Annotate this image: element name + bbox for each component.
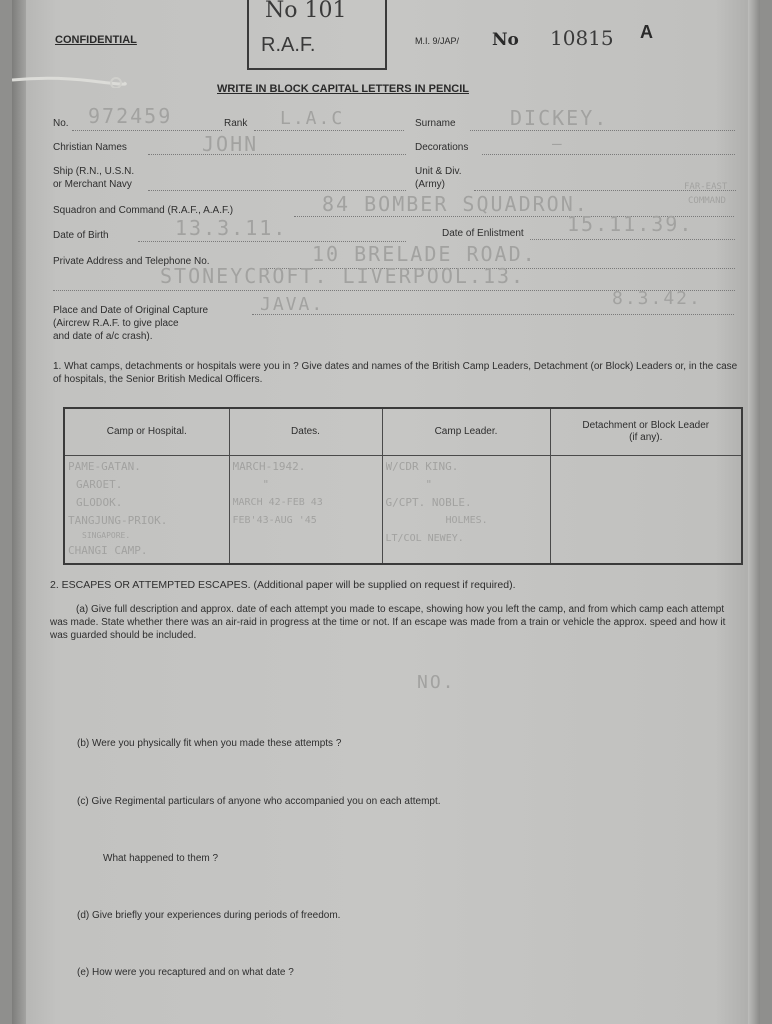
no-field-label: No. [53,118,69,129]
binder-spine [12,0,26,1024]
tie-string [12,74,132,88]
capture-date: 8.3.42. [612,288,702,309]
no-field-value: 972459 [88,104,173,128]
leader-entry: G/CPT. NOBLE. [385,496,472,509]
camp-entry: SINGAPORE. [82,531,131,540]
squadron-note-2: COMMAND [688,196,726,206]
camp-entry: PAME-GATAN. [68,460,141,473]
squadron-note-1: FAR-EAST [684,182,728,192]
ship-label-2: or Merchant Navy [53,179,132,190]
capture-label-3: and date of a/c crash). [53,331,153,342]
date-entry: MARCH 42-FEB 43 [232,497,323,508]
serial-suffix: A [640,22,653,42]
camps-column [64,456,229,565]
address-line-1: 10 BRELADE ROAD. [312,242,537,266]
classification-label: CONFIDENTIAL [55,34,137,46]
christian-names-label: Christian Names [53,142,127,153]
date-entry: MARCH-1942. [232,460,306,473]
surname-value: DICKEY. [510,106,609,130]
camp-entry: GLODOK. [76,496,123,509]
address-label: Private Address and Telephone No. [53,256,210,267]
camp-entry: CHANGI CAMP. [68,544,148,557]
question-2-heading: 2. ESCAPES OR ATTEMPTED ESCAPES. (Additional paper will be supplied on request if required). [50,579,516,591]
detachment-column [550,456,742,565]
capture-place: JAVA. [260,294,325,315]
decorations-value: — [552,134,564,153]
camp-entry: TANGJUNG-PRIOK. [68,514,168,527]
camp-entry: GAROET. [76,478,123,491]
leader-entry: W/CDR KING. [385,460,459,473]
stamp-number: No 101 [265,0,347,23]
dob-value: 13.3.11. [175,216,288,240]
question-2b: (b) Were you physically fit when you made these attempts ? [77,738,342,749]
christian-names-value: JOHN [202,132,259,156]
leader-entry: HOLMES. [445,515,488,526]
squadron-value: 84 BOMBER SQUADRON. [322,192,589,216]
rank-value: L.A.C [280,108,345,129]
enlistment-label: Date of Enlistment [442,228,524,239]
capture-label-1: Place and Date of Original Capture [53,305,209,316]
dob-label: Date of Birth [53,230,109,241]
dates-column [229,456,382,565]
surname-label: Surname [415,118,456,129]
enlistment-value: 15.11.39. [567,212,694,236]
leader-entry: " [425,478,433,491]
camps-table [63,407,743,565]
squadron-label: Squadron and Command (R.A.F., A.A.F.) [53,205,234,216]
date-entry: " [262,478,270,491]
form-code: M.I. 9/JAP/ [415,36,460,46]
rank-label: Rank [224,118,248,129]
question-2d: (d) Give briefly your experiences during periods of freedom. [77,910,341,921]
stamp-service: R.A.F. [261,34,316,56]
decorations-label: Decorations [415,142,469,153]
ship-label-1: Ship (R.N., U.S.N. [53,166,135,177]
question-2a-answer: NO. [417,672,456,693]
col-detachment-header: Detachment or Block Leader (if any). [550,408,742,456]
unit-label-2: (Army) [415,179,445,190]
serial-number: 10815 [550,26,614,50]
question-2c-followup: What happened to them ? [103,853,219,864]
question-1: 1. What camps, detachments or hospitals were you in ? Give dates and names of the British Camp Leaders, Detachment (or Block) Leaders or, in the case of hospitals, the Senior British Medical Officers. [53,361,738,385]
raf-stamp [247,0,387,70]
instruction-heading: WRITE IN BLOCK CAPITAL LETTERS IN PENCIL [217,83,469,95]
col-dates-header: Dates. [229,408,382,456]
form-sheet [12,0,760,1024]
col-camp-header: Camp or Hospital. [64,408,229,456]
unit-label-1: Unit & Div. [415,166,462,177]
capture-label-2: (Aircrew R.A.F. to give place [53,318,179,329]
question-2c: (c) Give Regimental particulars of anyone who accompanied you on each attempt. [77,796,441,807]
page-edge [748,0,760,1024]
question-2e: (e) How were you recaptured and on what date ? [77,967,294,978]
no-label: No [492,30,519,50]
leaders-column [382,456,550,565]
leader-entry: LT/COL NEWEY. [385,533,464,544]
question-2a: (a) Give full description and approx. date of each attempt you made to escape, showing how you left the camp, and from which camp each attempt was made. State whether there was an air-raid in progress at the time or not. If an escape was made from a train or vehicle the approx. speed and how it was guarded should be included. [50,604,726,641]
date-entry: FEB'43-AUG '45 [232,515,317,526]
address-line-2: STONEYCROFT. LIVERPOOL.13. [160,264,526,288]
col-leader-header: Camp Leader. [382,408,550,456]
